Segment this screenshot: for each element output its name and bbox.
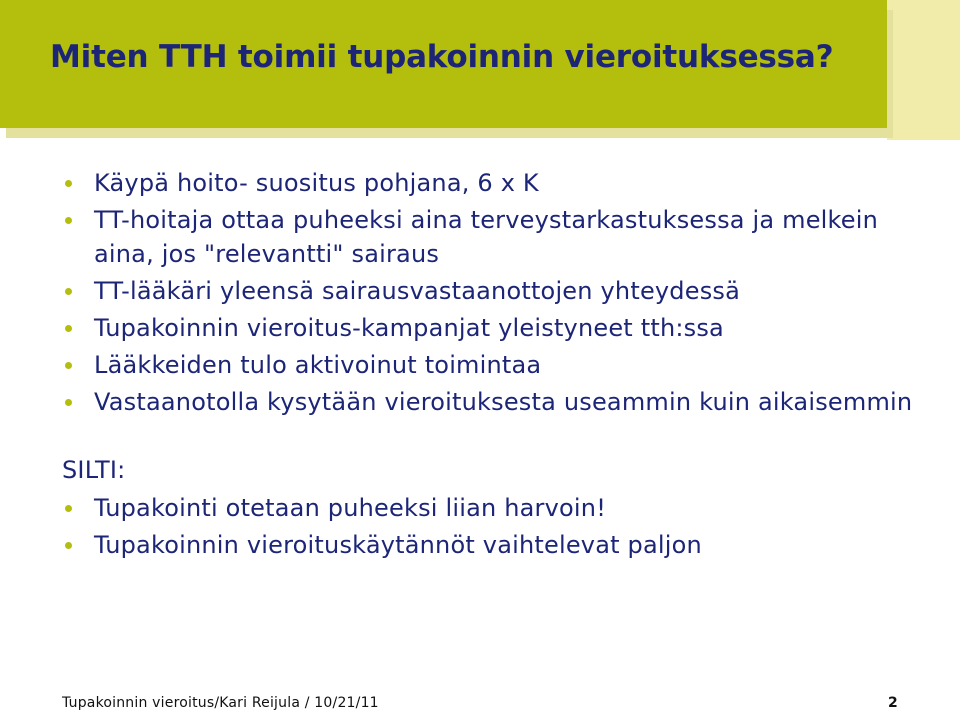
silti-label: SILTI: — [62, 456, 126, 484]
footer-text: Tupakoinnin vieroitus/Kari Reijula / 10/21/11 — [62, 695, 379, 711]
bullet-list — [62, 166, 922, 419]
slide-footer — [62, 695, 898, 711]
silti-bullet-item: Tupakointi otetaan puheeksi liian harvoin! — [62, 491, 922, 525]
bullet-item: Tupakoinnin vieroitus-kampanjat yleistyneet tth:ssa — [62, 311, 922, 345]
bullet-item: Käypä hoito- suositus pohjana, 6 x K — [62, 166, 922, 200]
title-bar-shadow — [887, 0, 960, 140]
bullet-item: TT-hoitaja ottaa puheeksi aina terveystarkastuksessa ja melkein aina, jos "relevantti" sairaus — [62, 203, 922, 271]
silti-bullet-list — [62, 491, 922, 562]
bullet-item: Vastaanotolla kysytään vieroituksesta useammin kuin aikaisemmin — [62, 385, 922, 419]
bullet-item: TT-lääkäri yleensä sairausvastaanottojen yhteydessä — [62, 274, 922, 308]
bullet-item: Lääkkeiden tulo aktivoinut toimintaa — [62, 348, 922, 382]
silti-bullet-item: Tupakoinnin vieroituskäytännöt vaihtelevat paljon — [62, 528, 922, 562]
page-number: 2 — [888, 695, 898, 711]
slide-content — [62, 166, 922, 565]
slide-title: Miten TTH toimii tupakoinnin vieroituksessa? — [50, 39, 834, 75]
